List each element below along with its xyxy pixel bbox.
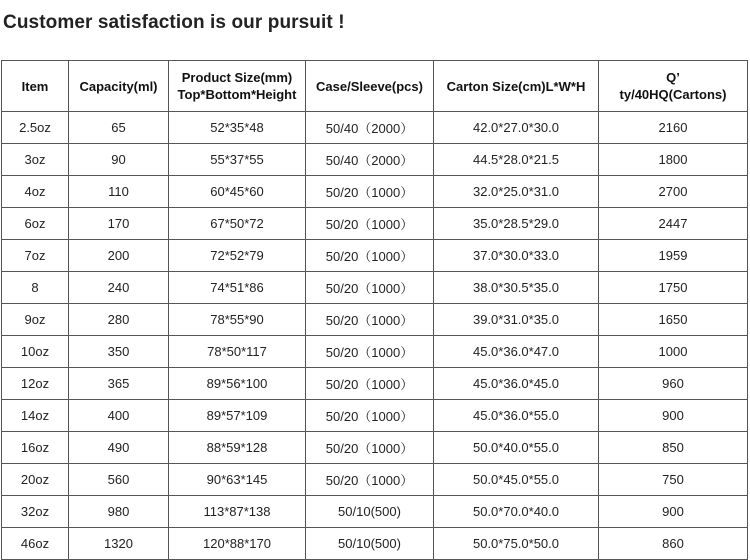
table-row — [2, 208, 748, 240]
table-header-row — [2, 61, 748, 112]
cell-case-sleeve: 50/40（2000） — [306, 144, 434, 176]
table-row — [2, 368, 748, 400]
page-title: Customer satisfaction is our pursuit ! — [3, 12, 345, 33]
cell-product-size: 72*52*79 — [169, 240, 306, 272]
cell-product-size: 120*88*170 — [169, 528, 306, 560]
product-spec-table — [1, 60, 748, 560]
cell-product-size: 60*45*60 — [169, 176, 306, 208]
cell-case-sleeve: 50/20（1000） — [306, 464, 434, 496]
cell-case-sleeve: 50/20（1000） — [306, 240, 434, 272]
cell-capacity: 365 — [69, 368, 169, 400]
table-row — [2, 144, 748, 176]
header-case-sleeve — [306, 61, 434, 112]
table-row — [2, 432, 748, 464]
header-line2: ty/40HQ(Cartons) — [619, 87, 727, 102]
table-row — [2, 464, 748, 496]
table-row — [2, 528, 748, 560]
table-row — [2, 176, 748, 208]
cell-carton-size: 44.5*28.0*21.5 — [434, 144, 599, 176]
cell-product-size: 90*63*145 — [169, 464, 306, 496]
cell-case-sleeve: 50/10(500) — [306, 528, 434, 560]
cell-capacity: 240 — [69, 272, 169, 304]
cell-qty-40hq: 1000 — [599, 336, 748, 368]
cell-product-size: 89*57*109 — [169, 400, 306, 432]
cell-carton-size: 50.0*40.0*55.0 — [434, 432, 599, 464]
cell-capacity: 490 — [69, 432, 169, 464]
cell-carton-size: 50.0*75.0*50.0 — [434, 528, 599, 560]
cell-item: 16oz — [2, 432, 69, 464]
table-row — [2, 336, 748, 368]
cell-carton-size: 37.0*30.0*33.0 — [434, 240, 599, 272]
cell-case-sleeve: 50/20（1000） — [306, 336, 434, 368]
header-line1: Q’ — [666, 70, 680, 85]
cell-carton-size: 45.0*36.0*45.0 — [434, 368, 599, 400]
cell-qty-40hq: 900 — [599, 400, 748, 432]
header-line1: Case/Sleeve(pcs) — [316, 78, 423, 94]
cell-item: 12oz — [2, 368, 69, 400]
table-row — [2, 496, 748, 528]
cell-item: 3oz — [2, 144, 69, 176]
cell-carton-size: 32.0*25.0*31.0 — [434, 176, 599, 208]
cell-product-size: 55*37*55 — [169, 144, 306, 176]
table-row — [2, 240, 748, 272]
header-carton-size — [434, 61, 599, 112]
cell-capacity: 110 — [69, 176, 169, 208]
cell-qty-40hq: 900 — [599, 496, 748, 528]
cell-carton-size: 45.0*36.0*47.0 — [434, 336, 599, 368]
cell-capacity: 200 — [69, 240, 169, 272]
cell-item: 9oz — [2, 304, 69, 336]
table-row — [2, 304, 748, 336]
header-product-size — [169, 61, 306, 112]
cell-product-size: 78*55*90 — [169, 304, 306, 336]
cell-qty-40hq: 2160 — [599, 112, 748, 144]
header-capacity — [69, 61, 169, 112]
cell-product-size: 52*35*48 — [169, 112, 306, 144]
cell-carton-size: 38.0*30.5*35.0 — [434, 272, 599, 304]
header-line1: Item — [21, 78, 49, 94]
cell-case-sleeve: 50/20（1000） — [306, 176, 434, 208]
cell-capacity: 280 — [69, 304, 169, 336]
cell-case-sleeve: 50/20（1000） — [306, 432, 434, 464]
cell-item: 32oz — [2, 496, 69, 528]
cell-product-size: 88*59*128 — [169, 432, 306, 464]
cell-carton-size: 50.0*70.0*40.0 — [434, 496, 599, 528]
header-qty-40hq — [599, 61, 748, 112]
cell-qty-40hq: 850 — [599, 432, 748, 464]
cell-case-sleeve: 50/20（1000） — [306, 368, 434, 400]
cell-case-sleeve: 50/20（1000） — [306, 304, 434, 336]
cell-carton-size: 45.0*36.0*55.0 — [434, 400, 599, 432]
cell-qty-40hq: 2447 — [599, 208, 748, 240]
cell-item: 6oz — [2, 208, 69, 240]
cell-qty-40hq: 1650 — [599, 304, 748, 336]
table-row — [2, 112, 748, 144]
cell-capacity: 170 — [69, 208, 169, 240]
cell-case-sleeve: 50/20（1000） — [306, 272, 434, 304]
cell-item: 8 — [2, 272, 69, 304]
cell-capacity: 400 — [69, 400, 169, 432]
cell-item: 2.5oz — [2, 112, 69, 144]
cell-product-size: 78*50*117 — [169, 336, 306, 368]
table-body — [2, 112, 748, 560]
cell-qty-40hq: 1800 — [599, 144, 748, 176]
cell-product-size: 113*87*138 — [169, 496, 306, 528]
header-item — [2, 61, 69, 112]
cell-capacity: 350 — [69, 336, 169, 368]
cell-capacity: 65 — [69, 112, 169, 144]
cell-case-sleeve: 50/40（2000） — [306, 112, 434, 144]
cell-product-size: 67*50*72 — [169, 208, 306, 240]
cell-case-sleeve: 50/20（1000） — [306, 400, 434, 432]
cell-qty-40hq: 2700 — [599, 176, 748, 208]
cell-capacity: 1320 — [69, 528, 169, 560]
cell-capacity: 560 — [69, 464, 169, 496]
cell-qty-40hq: 1959 — [599, 240, 748, 272]
cell-product-size: 89*56*100 — [169, 368, 306, 400]
cell-item: 20oz — [2, 464, 69, 496]
cell-carton-size: 39.0*31.0*35.0 — [434, 304, 599, 336]
cell-item: 10oz — [2, 336, 69, 368]
header-line1: Capacity(ml) — [79, 78, 158, 94]
header-line1: Carton Size(cm)L*W*H — [446, 78, 586, 94]
cell-case-sleeve: 50/10(500) — [306, 496, 434, 528]
cell-item: 4oz — [2, 176, 69, 208]
cell-capacity: 90 — [69, 144, 169, 176]
cell-item: 14oz — [2, 400, 69, 432]
cell-carton-size: 50.0*45.0*55.0 — [434, 464, 599, 496]
cell-carton-size: 42.0*27.0*30.0 — [434, 112, 599, 144]
table-row — [2, 400, 748, 432]
cell-item: 7oz — [2, 240, 69, 272]
cell-qty-40hq: 960 — [599, 368, 748, 400]
table-row — [2, 272, 748, 304]
header-line1: Product Size(mm) — [181, 70, 293, 85]
cell-item: 46oz — [2, 528, 69, 560]
cell-case-sleeve: 50/20（1000） — [306, 208, 434, 240]
cell-product-size: 74*51*86 — [169, 272, 306, 304]
cell-capacity: 980 — [69, 496, 169, 528]
cell-carton-size: 35.0*28.5*29.0 — [434, 208, 599, 240]
cell-qty-40hq: 860 — [599, 528, 748, 560]
header-line2: Top*Bottom*Height — [177, 87, 297, 102]
cell-qty-40hq: 750 — [599, 464, 748, 496]
cell-qty-40hq: 1750 — [599, 272, 748, 304]
